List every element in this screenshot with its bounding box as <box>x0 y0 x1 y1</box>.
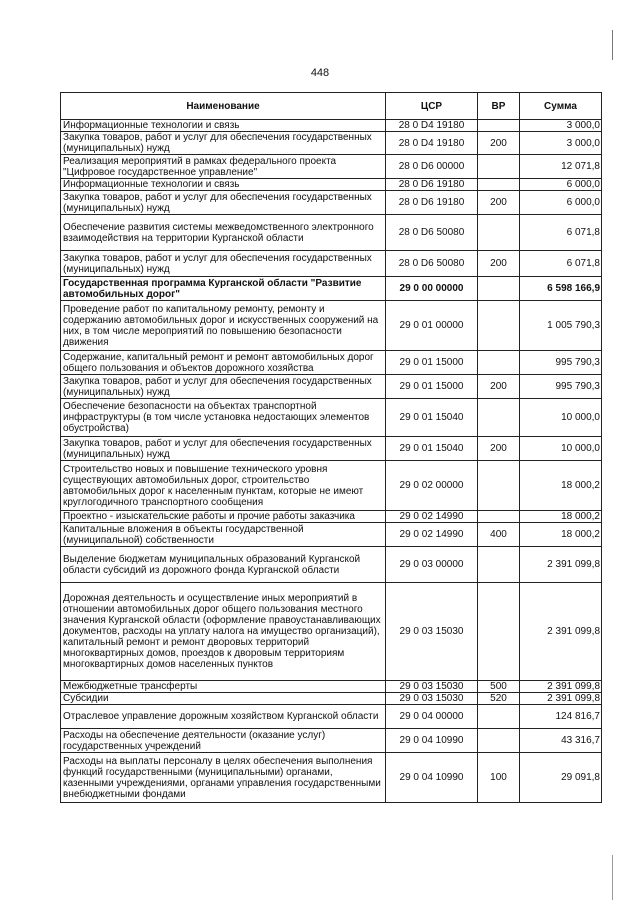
page-number: 448 <box>310 67 330 79</box>
row-csr: 29 0 04 10990 <box>386 729 478 753</box>
row-csr: 29 0 04 00000 <box>386 705 478 729</box>
header-vr: ВР <box>478 93 520 120</box>
table-row <box>61 215 602 251</box>
row-csr: 28 0 D6 19180 <box>386 179 478 191</box>
row-name: Информационные технологии и связь <box>61 179 386 191</box>
row-sum: 6 000,0 <box>520 191 602 215</box>
row-name: Выделение бюджетам муниципальных образований Курганской области субсидий из дорожного фонда Курганской области <box>61 547 386 583</box>
row-vr <box>478 583 520 681</box>
row-csr: 29 0 02 00000 <box>386 461 478 511</box>
row-name: Информационные технологии и связь <box>61 120 386 132</box>
row-vr <box>478 729 520 753</box>
row-sum: 29 091,8 <box>520 753 602 803</box>
row-sum: 6 071,8 <box>520 251 602 277</box>
table-row <box>61 251 602 277</box>
row-name: Строительство новых и повышение технического уровня существующих автомобильных дорог, строительство автомобильных дорог к населенным пунктам, которые не имеют круглогодичного транспортного сообщения <box>61 461 386 511</box>
row-vr <box>478 301 520 351</box>
row-name: Закупка товаров, работ и услуг для обеспечения государственных (муниципальных) нужд <box>61 375 386 399</box>
row-name: Обеспечение безопасности на объектах транспортной инфраструктуры (в том числе установка недостающих элементов обустройства) <box>61 399 386 437</box>
row-csr: 29 0 02 14990 <box>386 511 478 523</box>
row-csr: 29 0 03 00000 <box>386 547 478 583</box>
row-csr: 28 0 D4 19180 <box>386 120 478 132</box>
row-name: Субсидии <box>61 693 386 705</box>
row-vr: 200 <box>478 132 520 155</box>
row-sum: 18 000,2 <box>520 511 602 523</box>
row-vr <box>478 547 520 583</box>
table-row <box>61 155 602 179</box>
row-name: Реализация мероприятий в рамках федерального проекта "Цифровое государственное управление" <box>61 155 386 179</box>
row-sum: 2 391 099,8 <box>520 681 602 693</box>
row-sum: 995 790,3 <box>520 375 602 399</box>
scan-edge-mark <box>612 30 613 60</box>
row-sum: 18 000,2 <box>520 461 602 511</box>
row-vr: 200 <box>478 375 520 399</box>
table-row <box>61 511 602 523</box>
row-sum: 2 391 099,8 <box>520 693 602 705</box>
row-sum: 43 316,7 <box>520 729 602 753</box>
table-row <box>61 399 602 437</box>
row-name: Закупка товаров, работ и услуг для обеспечения государственных (муниципальных) нужд <box>61 251 386 277</box>
row-sum: 10 000,0 <box>520 437 602 461</box>
row-vr <box>478 461 520 511</box>
row-name: Содержание, капитальный ремонт и ремонт автомобильных дорог общего пользования и объектов дорожного хозяйства <box>61 351 386 375</box>
budget-table <box>60 92 602 803</box>
row-name: Отраслевое управление дорожным хозяйством Курганской области <box>61 705 386 729</box>
table-row <box>61 375 602 399</box>
row-name: Государственная программа Курганской области "Развитие автомобильных дорог" <box>61 277 386 301</box>
row-csr: 29 0 00 00000 <box>386 277 478 301</box>
row-vr <box>478 351 520 375</box>
row-csr: 28 0 D4 19180 <box>386 132 478 155</box>
table-row <box>61 277 602 301</box>
row-sum: 10 000,0 <box>520 399 602 437</box>
table-row <box>61 753 602 803</box>
row-sum: 6 000,0 <box>520 179 602 191</box>
table-row <box>61 693 602 705</box>
row-sum: 18 000,2 <box>520 523 602 547</box>
row-sum: 3 000,0 <box>520 132 602 155</box>
row-vr: 520 <box>478 693 520 705</box>
row-name: Капитальные вложения в объекты государственной (муниципальной) собственности <box>61 523 386 547</box>
row-sum: 12 071,8 <box>520 155 602 179</box>
table-row <box>61 583 602 681</box>
row-vr <box>478 705 520 729</box>
table-row <box>61 191 602 215</box>
row-csr: 28 0 D6 50080 <box>386 251 478 277</box>
row-csr: 29 0 03 15030 <box>386 681 478 693</box>
row-csr: 29 0 03 15030 <box>386 583 478 681</box>
row-name: Обеспечение развития системы межведомственного электронного взаимодействия на территории Курганской области <box>61 215 386 251</box>
row-csr: 28 0 D6 19180 <box>386 191 478 215</box>
table-row <box>61 705 602 729</box>
row-csr: 28 0 D6 50080 <box>386 215 478 251</box>
row-sum: 6 598 166,9 <box>520 277 602 301</box>
row-sum: 2 391 099,8 <box>520 583 602 681</box>
row-vr <box>478 215 520 251</box>
header-sum: Сумма <box>520 93 602 120</box>
row-csr: 28 0 D6 00000 <box>386 155 478 179</box>
row-csr: 29 0 03 15030 <box>386 693 478 705</box>
row-vr <box>478 155 520 179</box>
row-sum: 995 790,3 <box>520 351 602 375</box>
table-row <box>61 132 602 155</box>
scan-edge-mark-bottom <box>612 855 613 900</box>
row-vr: 200 <box>478 437 520 461</box>
row-csr: 29 0 01 15000 <box>386 351 478 375</box>
table-row <box>61 547 602 583</box>
header-csr: ЦСР <box>386 93 478 120</box>
row-name: Закупка товаров, работ и услуг для обеспечения государственных (муниципальных) нужд <box>61 437 386 461</box>
row-vr: 200 <box>478 251 520 277</box>
row-name: Проведение работ по капитальному ремонту, ремонту и содержанию автомобильных дорог и искусственных сооружений на них, в том числе мероприятий по повышению безопасности движения <box>61 301 386 351</box>
row-name: Расходы на выплаты персоналу в целях обеспечения выполнения функций государственными (муниципальными) органами, казенными учреждениями, органами управления государственными внебюджетными фондами <box>61 753 386 803</box>
table-row <box>61 179 602 191</box>
row-vr <box>478 277 520 301</box>
table-row <box>61 461 602 511</box>
row-name: Межбюджетные трансферты <box>61 681 386 693</box>
table-row <box>61 351 602 375</box>
row-sum: 2 391 099,8 <box>520 547 602 583</box>
header-name: Наименование <box>61 93 386 120</box>
row-vr: 100 <box>478 753 520 803</box>
row-sum: 3 000,0 <box>520 120 602 132</box>
table-row <box>61 523 602 547</box>
table-header-row <box>61 93 602 120</box>
row-vr <box>478 511 520 523</box>
table-row <box>61 120 602 132</box>
row-vr: 500 <box>478 681 520 693</box>
table-row <box>61 301 602 351</box>
row-csr: 29 0 01 15000 <box>386 375 478 399</box>
row-csr: 29 0 01 15040 <box>386 399 478 437</box>
table-row <box>61 437 602 461</box>
row-sum: 124 816,7 <box>520 705 602 729</box>
row-name: Закупка товаров, работ и услуг для обеспечения государственных (муниципальных) нужд <box>61 191 386 215</box>
row-name: Проектно - изыскательские работы и прочие работы заказчика <box>61 511 386 523</box>
table-row <box>61 729 602 753</box>
row-name: Расходы на обеспечение деятельности (оказание услуг) государственных учреждений <box>61 729 386 753</box>
row-vr <box>478 179 520 191</box>
row-sum: 6 071,8 <box>520 215 602 251</box>
row-csr: 29 0 04 10990 <box>386 753 478 803</box>
row-csr: 29 0 01 15040 <box>386 437 478 461</box>
row-sum: 1 005 790,3 <box>520 301 602 351</box>
row-vr: 400 <box>478 523 520 547</box>
row-name: Закупка товаров, работ и услуг для обеспечения государственных (муниципальных) нужд <box>61 132 386 155</box>
row-csr: 29 0 02 14990 <box>386 523 478 547</box>
row-vr: 200 <box>478 191 520 215</box>
row-vr <box>478 120 520 132</box>
row-vr <box>478 399 520 437</box>
table-body <box>61 120 602 803</box>
row-name: Дорожная деятельность и осуществление иных мероприятий в отношении автомобильных дорог общего пользования местного значения Курганской области (оформление правоустанавливающих документов, расходы на уплату налога на имущество организаций), капитальный ремонт и ремонт дворовых территорий многоквартирных домов, проездов к дворовым территориям многоквартирных домов населенных пунктов <box>61 583 386 681</box>
row-csr: 29 0 01 00000 <box>386 301 478 351</box>
table-row <box>61 681 602 693</box>
